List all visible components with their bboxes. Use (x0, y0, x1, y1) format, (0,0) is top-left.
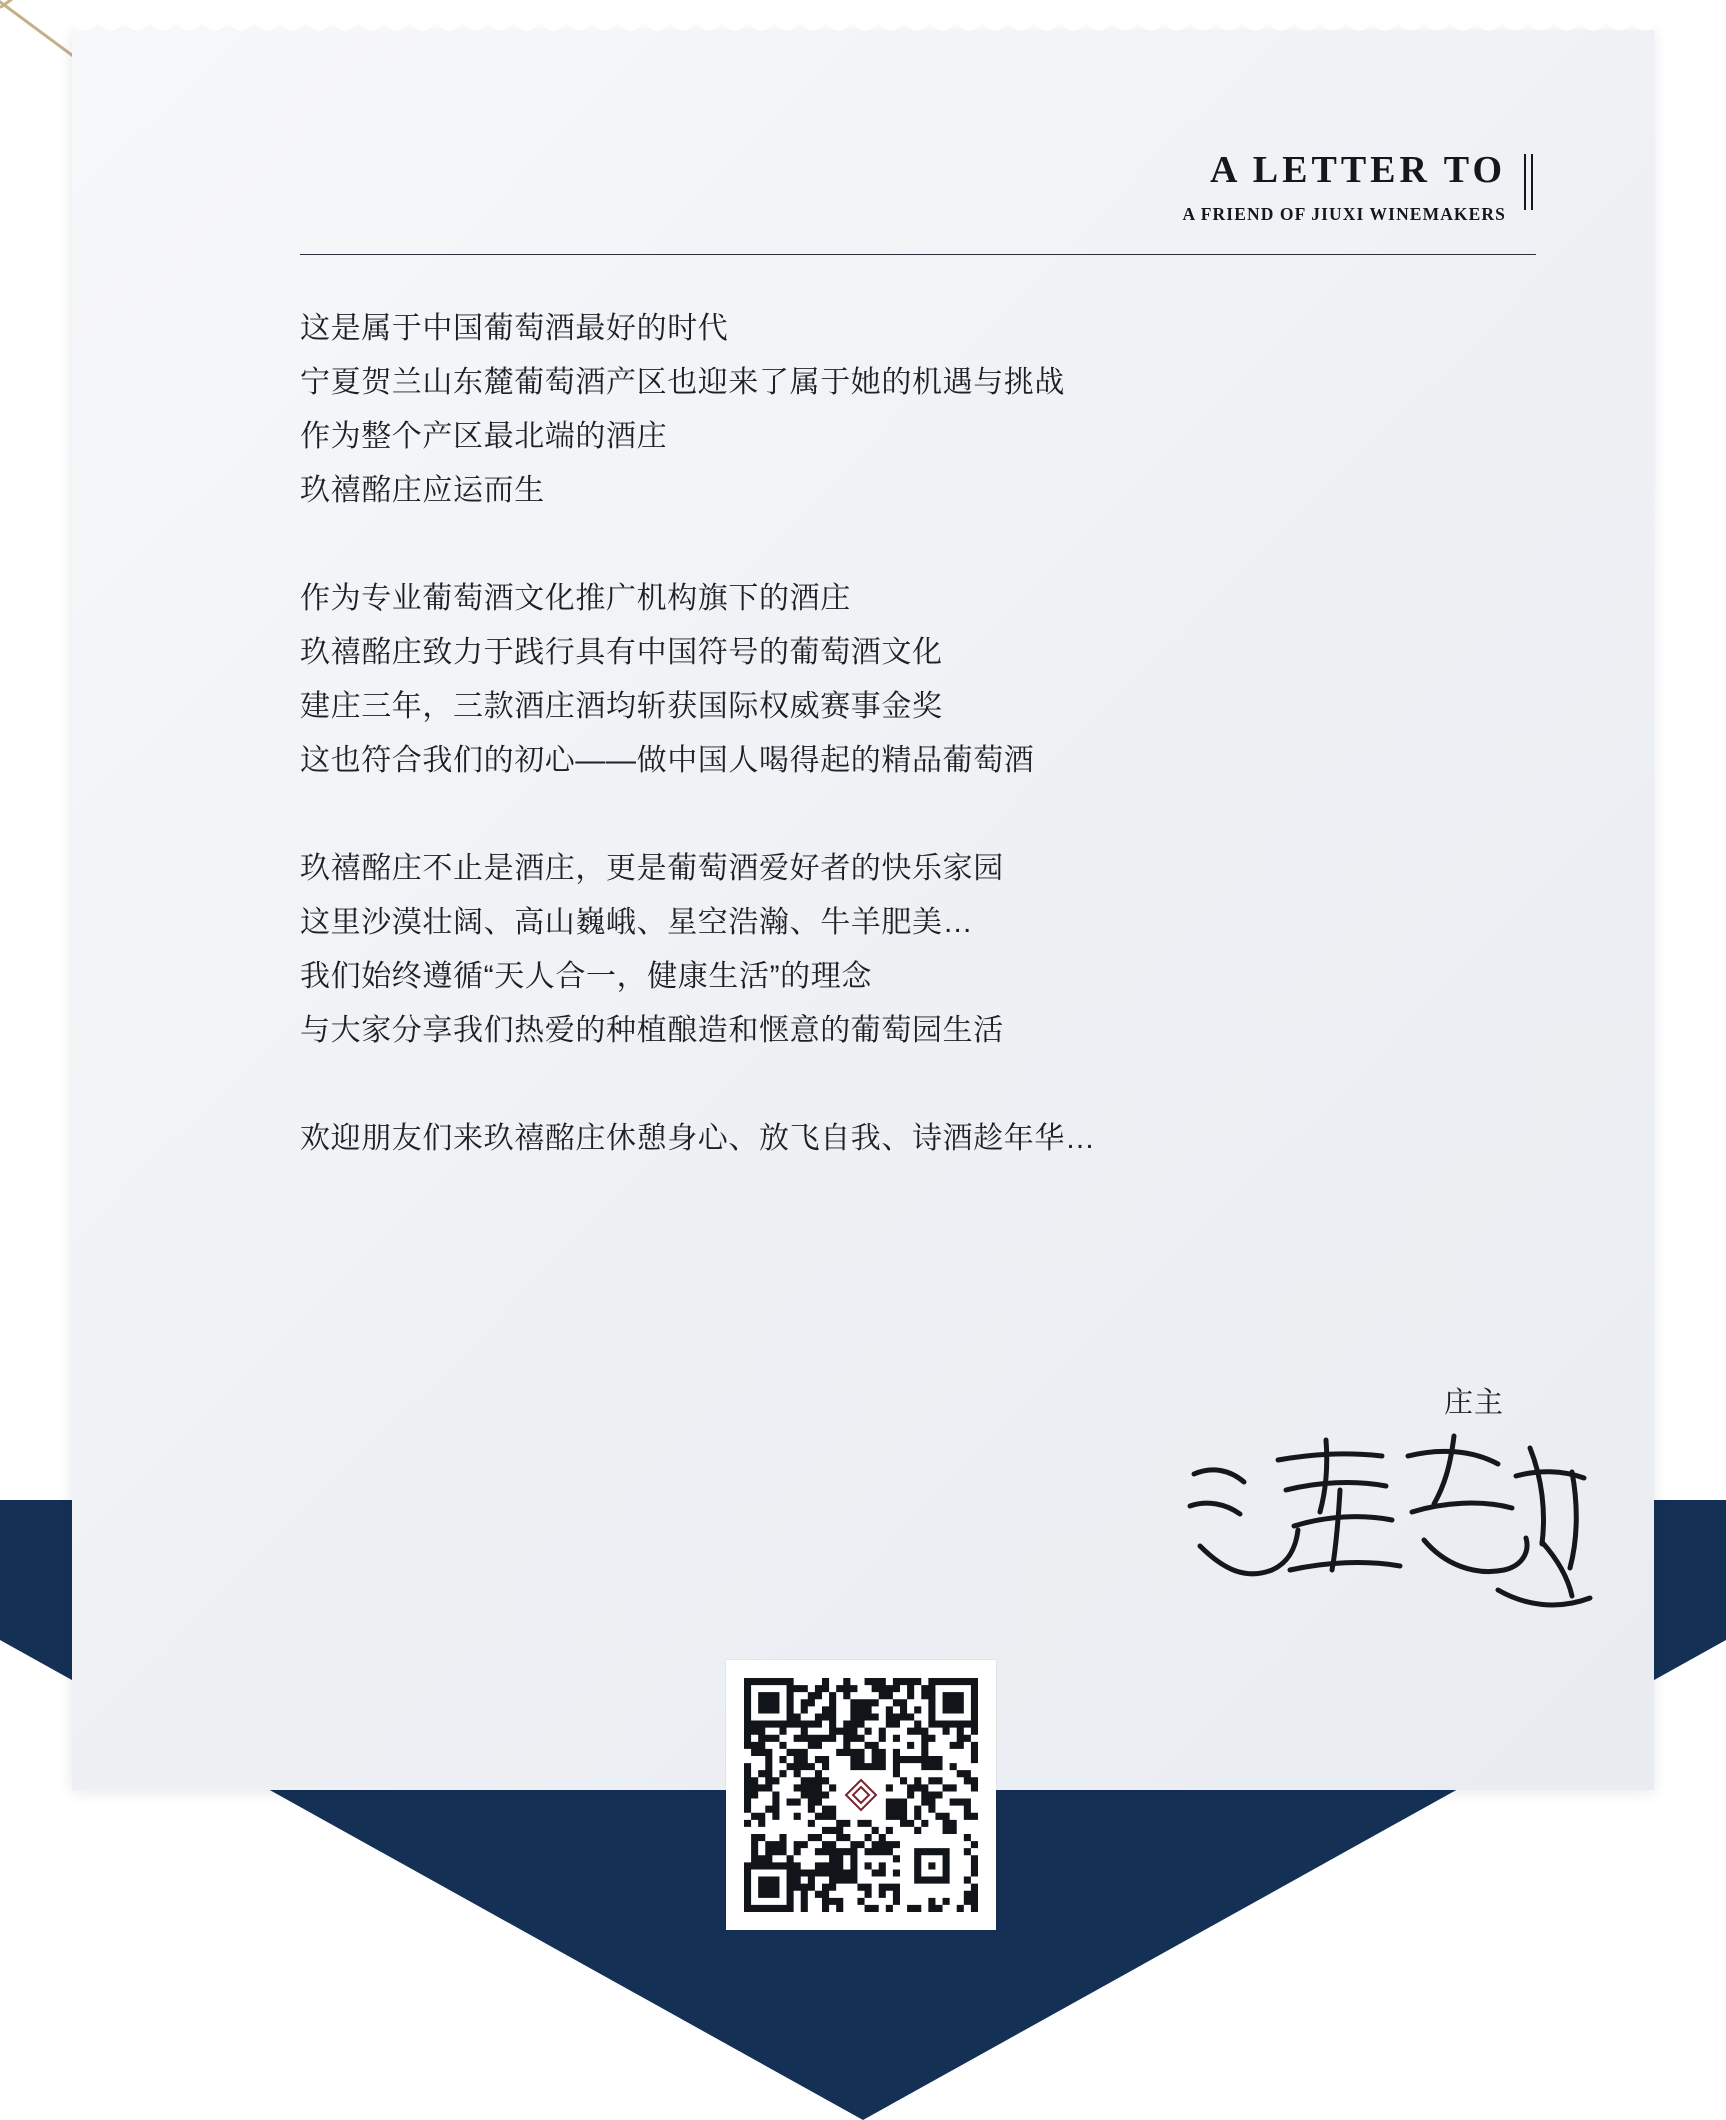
header-divider (300, 254, 1536, 255)
letter-subtitle: A FRIEND OF JIUXI WINEMAKERS (1182, 203, 1506, 224)
body-line: 玖禧酩庄应运而生 (300, 474, 545, 507)
body-line: 与大家分享我们热爱的种植酿造和惬意的葡萄园生活 (300, 1014, 1004, 1047)
body-line: 这也符合我们的初心——做中国人喝得起的精品葡萄酒 (300, 744, 1035, 777)
body-line: 我们始终遵循“天人合一，健康生活”的理念 (300, 960, 872, 993)
scalloped-top-edge (72, 18, 1654, 44)
body-line: 这是属于中国葡萄酒最好的时代 (300, 312, 729, 345)
double-bar-icon (1522, 154, 1536, 210)
diamond-logo-icon (838, 1772, 884, 1818)
paragraph (300, 302, 1544, 518)
envelope-flap-line-bottom-left (0, 0, 806, 8)
body-line: 欢迎朋友们来玖禧酩庄休憩身心、放飞自我、诗酒趁年华… (300, 1122, 1096, 1155)
qr-code[interactable] (726, 1660, 996, 1930)
signature-handwriting-icon (1186, 1420, 1606, 1620)
letter-header (1183, 150, 1536, 225)
body-line: 这里沙漠壮阔、高山巍峨、星空浩瀚、牛羊肥美… (300, 906, 974, 939)
paragraph (300, 572, 1544, 788)
body-line: 作为整个产区最北端的酒庄 (300, 420, 668, 453)
body-line: 作为专业葡萄酒文化推广机构旗下的酒庄 (300, 582, 851, 615)
paragraph (300, 842, 1544, 1058)
body-line: 建庄三年，三款酒庄酒均斩获国际权威赛事金奖 (300, 690, 943, 723)
letter-body (300, 302, 1544, 1166)
body-line: 玖禧酩庄不止是酒庄，更是葡萄酒爱好者的快乐家园 (300, 852, 1004, 885)
body-line: 宁夏贺兰山东麓葡萄酒产区也迎来了属于她的机遇与挑战 (300, 366, 1065, 399)
signature-label: 庄主 (1443, 1387, 1504, 1419)
paragraph (300, 1112, 1544, 1166)
body-line: 玖禧酩庄致力于践行具有中国符号的葡萄酒文化 (300, 636, 943, 669)
letter-title: A LETTER TO (1209, 149, 1506, 191)
